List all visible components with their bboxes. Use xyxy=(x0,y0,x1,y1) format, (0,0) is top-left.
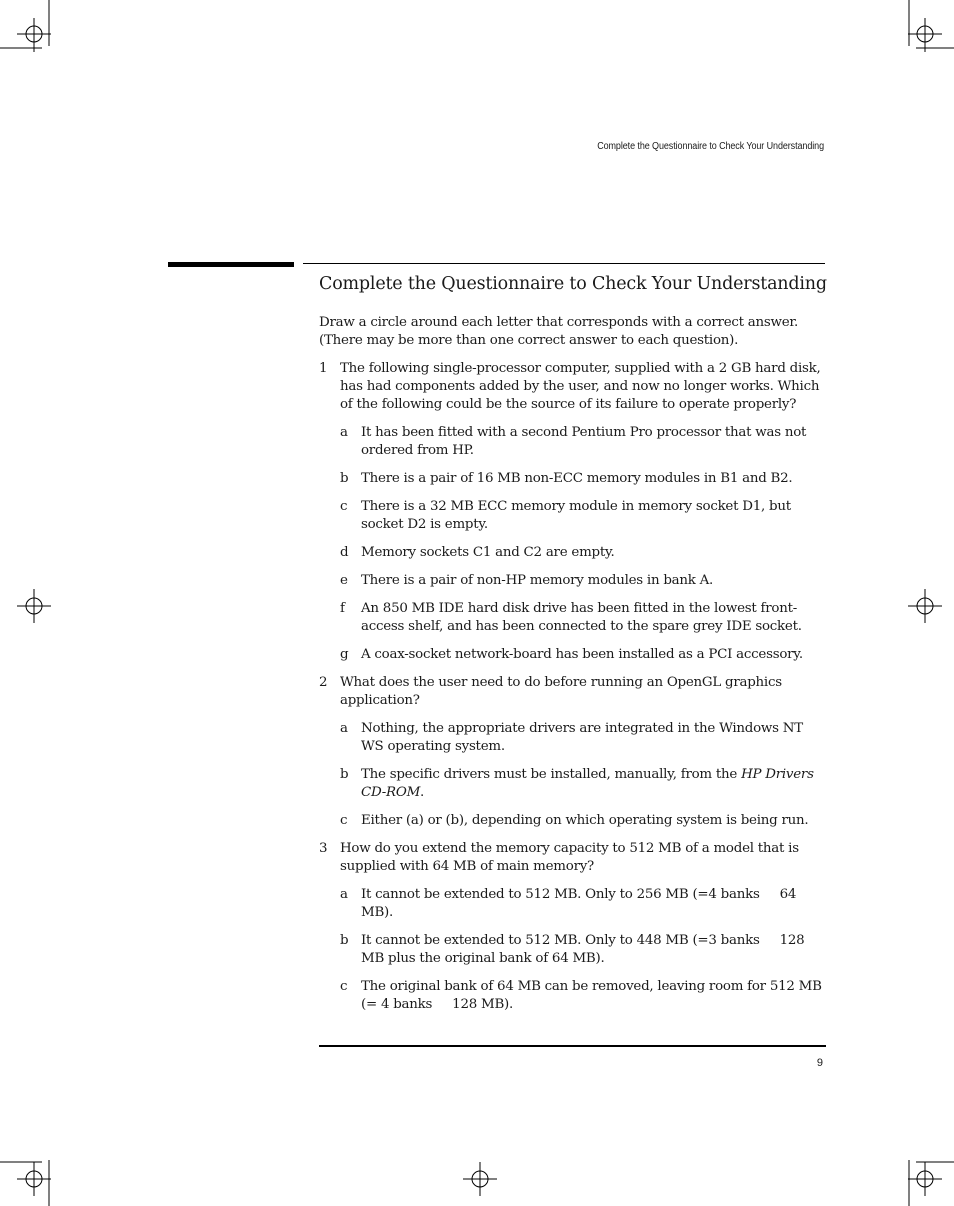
answer-text: The original bank of 64 MB can be removed, leaving room for 512 MB (= 4 banks 128 MB). xyxy=(361,979,822,1012)
footer-rule xyxy=(319,1045,826,1047)
answer-1d xyxy=(319,544,827,562)
answer-1e xyxy=(319,572,827,590)
question-1 xyxy=(319,360,827,414)
crop-mark-bottom-left xyxy=(0,1146,60,1206)
answer-3c xyxy=(319,978,827,1014)
answer-letter: b xyxy=(340,933,349,948)
answer-text: It cannot be extended to 512 MB. Only to 256 MB (=4 banks 64 MB). xyxy=(361,887,797,920)
answer-text: It has been fitted with a second Pentium Pro processor that was not ordered from HP. xyxy=(361,425,807,458)
answer-letter: c xyxy=(340,499,348,514)
running-head: Complete the Questionnaire to Check Your Understanding xyxy=(597,141,824,152)
answer-text-italic: HP Drivers CD-ROM xyxy=(361,767,814,800)
section-rule-thick xyxy=(168,262,294,267)
answer-letter: a xyxy=(340,425,348,440)
answer-letter: a xyxy=(340,887,348,902)
answer-text: Nothing, the appropriate drivers are integrated in the Windows NT WS operating system. xyxy=(361,721,803,754)
answer-text: An 850 MB IDE hard disk drive has been fitted in the lowest front-access shelf, and has been connected to the spare grey IDE socket. xyxy=(361,601,802,634)
answer-letter: f xyxy=(340,601,345,616)
questionnaire xyxy=(319,272,827,1024)
question-text: The following single-processor computer, supplied with a 2 GB hard disk, has had components added by the user, and now no longer works. Which of the following could be the source of its failure to operate properly? xyxy=(340,361,821,412)
crop-mark-top-left xyxy=(0,0,60,60)
answer-letter: e xyxy=(340,573,348,588)
answer-1c xyxy=(319,498,827,534)
answer-letter: a xyxy=(340,721,348,736)
answer-1a xyxy=(319,424,827,460)
question-2 xyxy=(319,674,827,710)
answer-letter: b xyxy=(340,767,349,782)
answer-text-end: . xyxy=(420,785,425,800)
crop-mark-bottom-right xyxy=(894,1146,954,1206)
answer-letter: g xyxy=(340,647,349,662)
registration-mark-right xyxy=(908,589,942,623)
answer-text: There is a pair of 16 MB non-ECC memory modules in B1 and B2. xyxy=(361,471,793,486)
answer-text: A coax-socket network-board has been installed as a PCI accessory. xyxy=(361,647,803,662)
registration-mark-bottom xyxy=(463,1162,497,1196)
question-number: 1 xyxy=(319,361,328,376)
page-number: 9 xyxy=(816,1057,823,1069)
answer-text: It cannot be extended to 512 MB. Only to 448 MB (=3 banks 128 MB plus the original bank of 64 MB). xyxy=(361,933,805,966)
answer-text: There is a 32 MB ECC memory module in memory socket D1, but socket D2 is empty. xyxy=(361,499,791,532)
answer-text: Either (a) or (b), depending on which operating system is being run. xyxy=(361,813,809,828)
answer-1b xyxy=(319,470,827,488)
answer-letter: c xyxy=(340,979,348,994)
crop-mark-top-right xyxy=(894,0,954,60)
answer-text: The specific drivers must be installed, manually, from the xyxy=(361,767,738,782)
answer-2a xyxy=(319,720,827,756)
answer-text: There is a pair of non-HP memory modules in bank A. xyxy=(361,573,714,588)
question-number: 3 xyxy=(319,841,328,856)
instructions: Draw a circle around each letter that corresponds with a correct answer. (There may be more than one correct answer to each question). xyxy=(319,315,799,348)
answer-letter: b xyxy=(340,471,349,486)
answer-letter: c xyxy=(340,813,348,828)
section-rule-thin xyxy=(303,263,825,264)
answer-letter: d xyxy=(340,545,349,560)
answer-1f xyxy=(319,600,827,636)
answer-3a xyxy=(319,886,827,922)
question-text: What does the user need to do before running an OpenGL graphics application? xyxy=(340,675,782,708)
answer-text: Memory sockets C1 and C2 are empty. xyxy=(361,545,615,560)
answer-1g xyxy=(319,646,827,664)
answer-2c xyxy=(319,812,827,830)
answer-3b xyxy=(319,932,827,968)
registration-mark-left xyxy=(17,589,51,623)
question-number: 2 xyxy=(319,675,328,690)
question-text: How do you extend the memory capacity to 512 MB of a model that is supplied with 64 MB of main memory? xyxy=(340,841,799,874)
page-title: Complete the Questionnaire to Check Your Understanding xyxy=(319,274,827,294)
answer-2b xyxy=(319,766,827,802)
question-3 xyxy=(319,840,827,876)
